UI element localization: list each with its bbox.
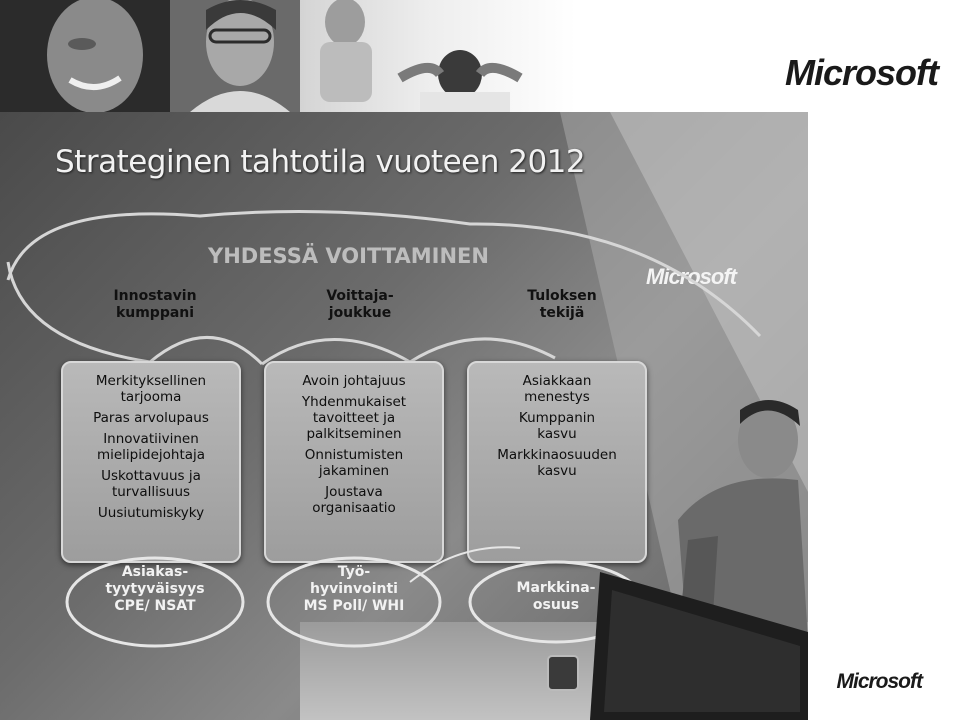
list-item: Onnistumisten jakaminen <box>304 447 404 479</box>
footer-microsoft-logo: Microsoft <box>836 670 922 693</box>
metric-3: Markkina- osuus <box>516 580 596 613</box>
people-photo <box>0 0 560 112</box>
header-banner <box>0 0 960 112</box>
microsoft-logo: Microsoft <box>785 52 938 93</box>
monitor-photo <box>0 112 808 720</box>
metric-2: Työ- hyvinvointi MS Poll/ WHI <box>303 564 405 614</box>
strategy-slide <box>0 112 808 720</box>
list-item: Merkityksellinen tarjooma <box>95 373 207 405</box>
pillar-title-3: Tuloksen tekijä <box>527 288 597 321</box>
slide-title: Strateginen tahtotila vuoteen 2012 <box>55 144 586 180</box>
list-item: Yhdenmukaiset tavoitteet ja palkitseminen <box>301 394 407 442</box>
list-item: Kumppanin kasvu <box>518 410 596 442</box>
list-item: Asiakkaan menestys <box>522 373 592 405</box>
slide-microsoft-logo: Microsoft <box>646 264 736 289</box>
metric-1: Asiakas- tyytyväisyys CPE/ NSAT <box>105 564 205 614</box>
pillar-title-2: Voittaja- joukkue <box>326 288 394 321</box>
list-item: Markkinaosuuden kasvu <box>497 447 617 479</box>
list-item: Uusiutumiskyky <box>97 505 205 521</box>
list-item: Innovatiivinen mielipidejohtaja <box>96 431 206 463</box>
list-item: Avoin johtajuus <box>302 373 406 389</box>
pillar-title-1: Innostavin kumppani <box>113 288 197 321</box>
list-item: Uskottavuus ja turvallisuus <box>101 468 201 500</box>
list-item: Joustava organisaatio <box>312 484 396 516</box>
slide-subtitle: YHDESSÄ VOITTAMINEN <box>208 244 489 268</box>
list-item: Paras arvolupaus <box>93 410 209 426</box>
